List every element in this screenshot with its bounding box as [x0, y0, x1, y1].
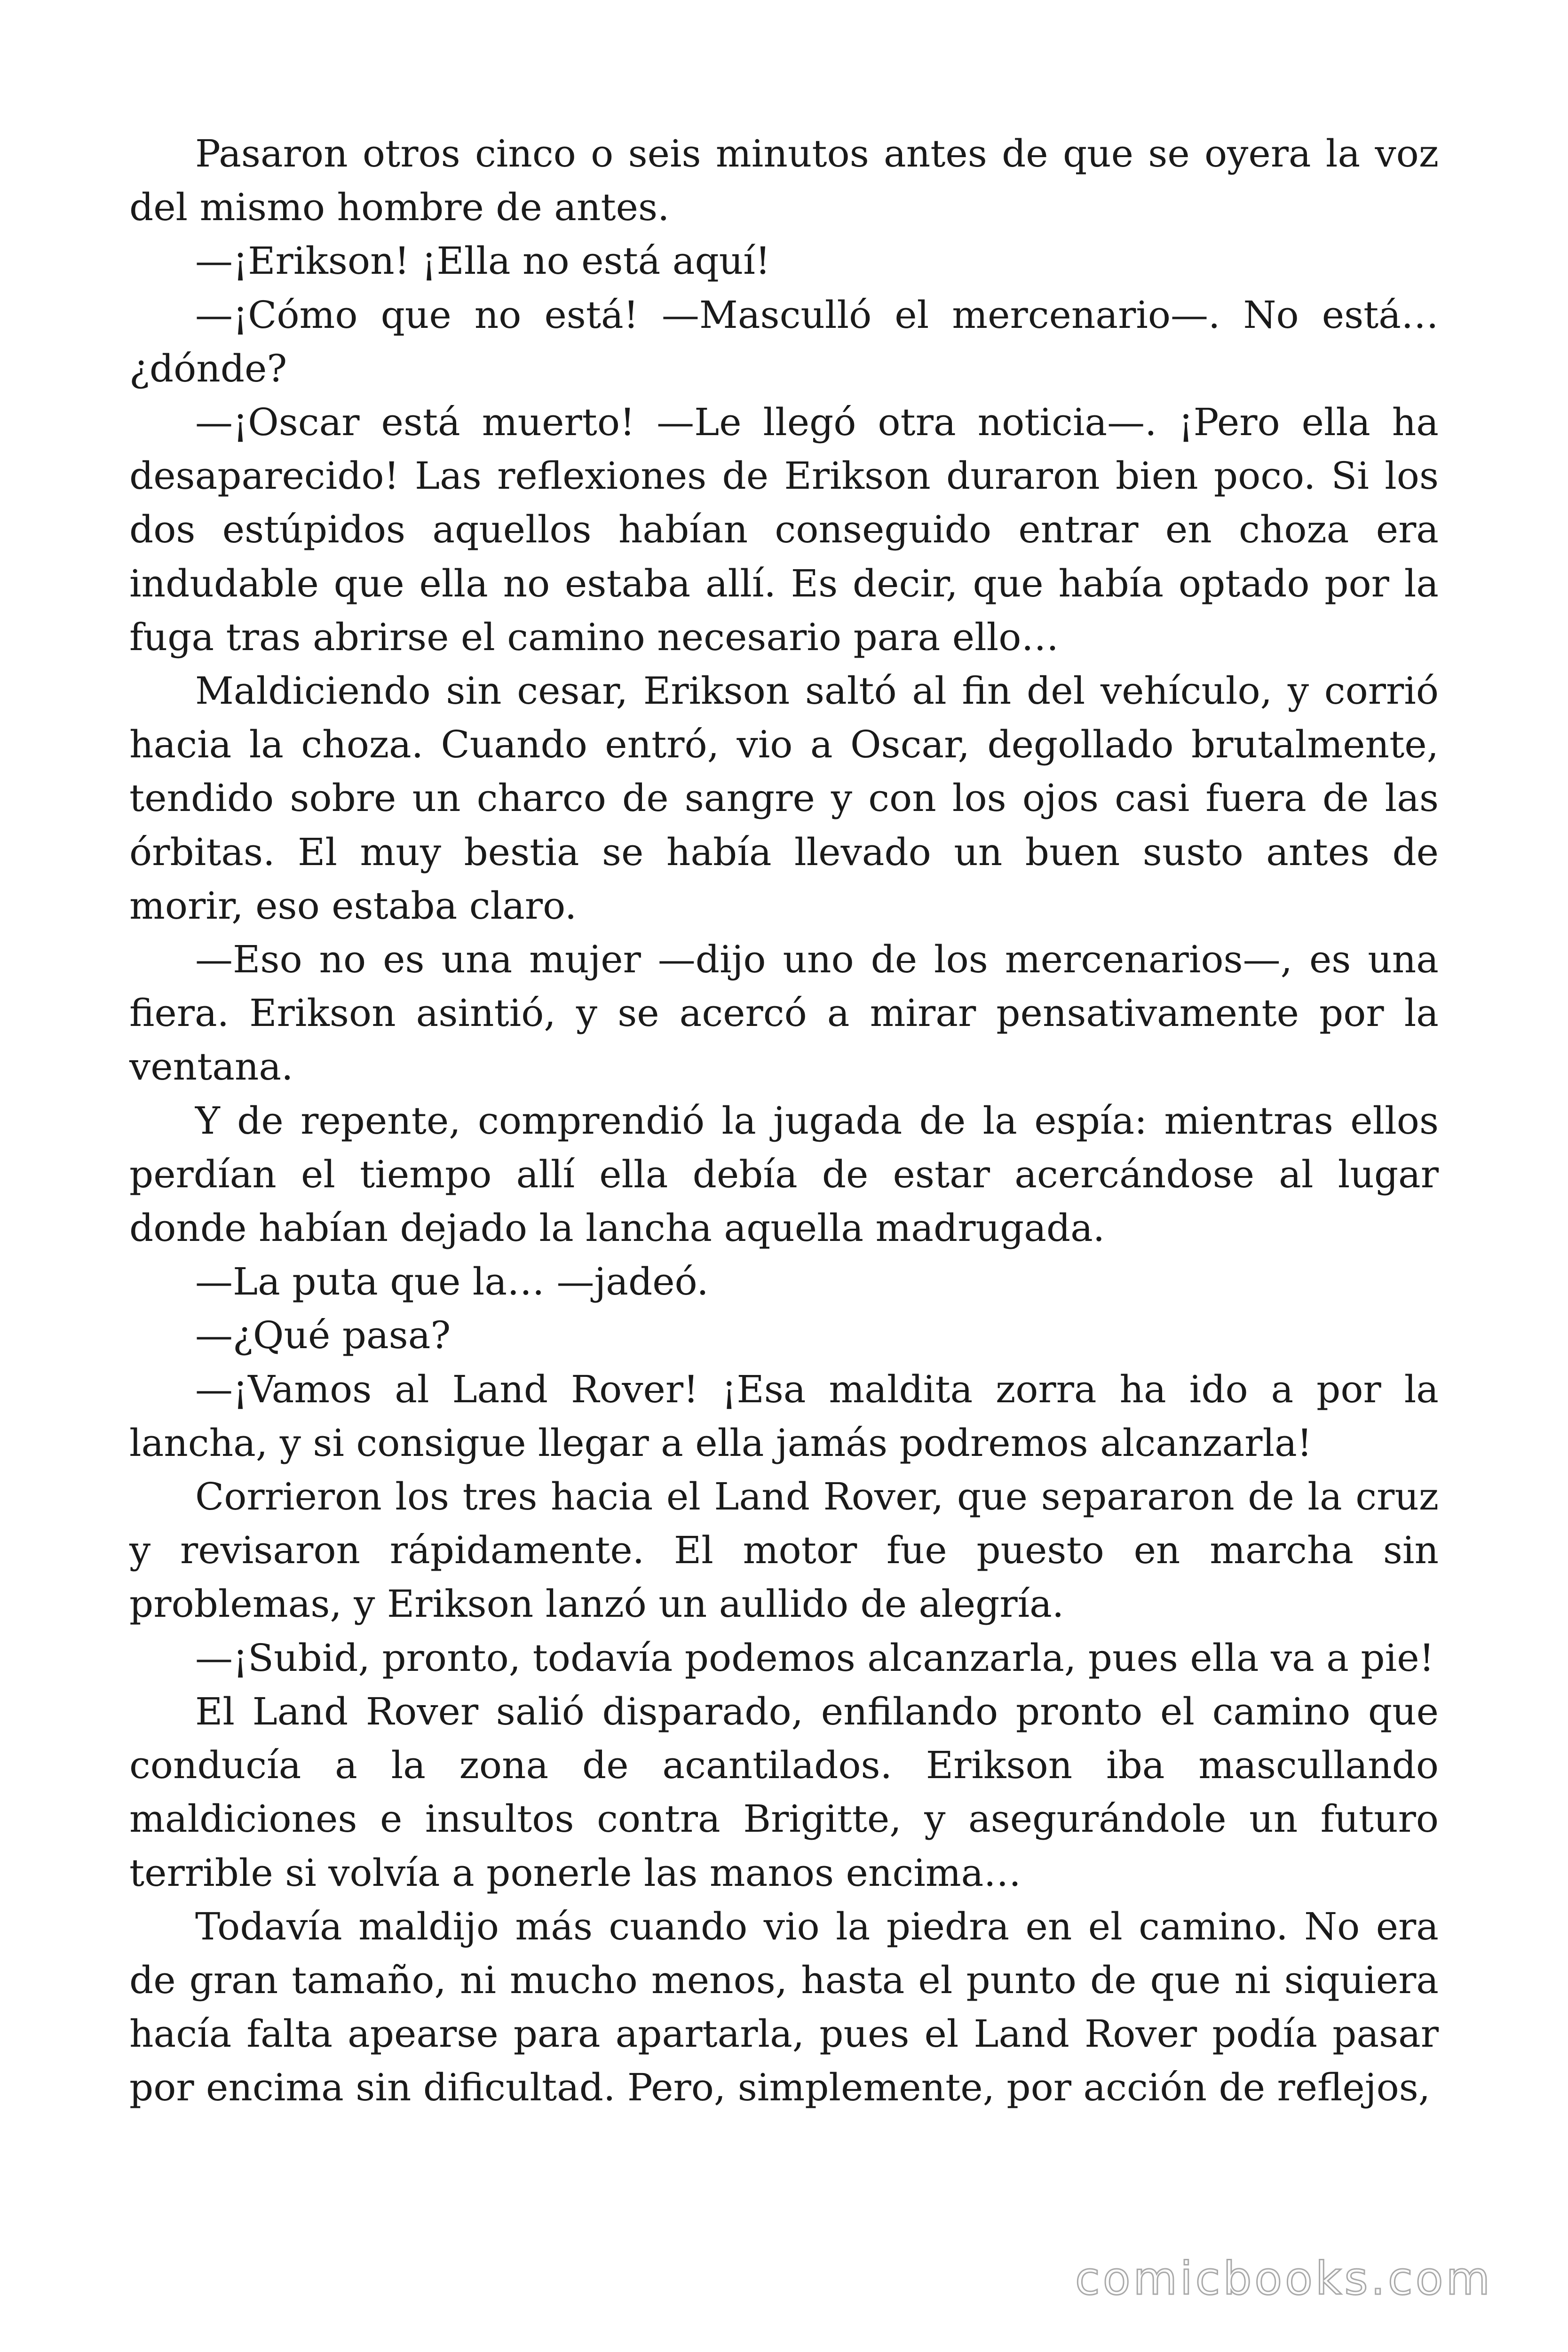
paragraph: Todavía maldijo más cuando vio la piedra en el camino. No era de gran tamaño, ni mucho menos, hasta el punto de que ni siquiera hacía falta apearse para apartarla, pues el Land Rover podía pasar por encima sin dificultad. Pero, simplemente, por acción de reflejos,	[129, 1904, 1439, 2110]
paragraph: Y de repente, comprendió la jugada de la espía: mientras ellos perdían el tiempo allí ella debía de estar acercándose al lugar donde habían dejado la lancha aquella madrugada.	[129, 1098, 1439, 1250]
paragraph: —¡Subid, pronto, todavía podemos alcanzarla, pues ella va a pie!	[195, 1636, 1434, 1680]
paragraph: —Eso no es una mujer —dijo uno de los mercenarios—, es una fiera. Erikson asintió, y se acercó a mirar pensativamente por la ventana.	[129, 938, 1439, 1089]
paragraph: El Land Rover salió disparado, enfilando pronto el camino que conducía a la zona de acantilados. Erikson iba mascullando maldiciones e insultos contra Brigitte, y asegurándole un futuro terrible si volvía a ponerle las manos encima…	[129, 1689, 1439, 1895]
paragraph: —La puta que la… —jadeó.	[195, 1260, 709, 1304]
paragraph: —¡Erikson! ¡Ella no está aquí!	[195, 239, 770, 283]
paragraph: Pasaron otros cinco o seis minutos antes de que se oyera la voz del mismo hombre de antes.	[129, 132, 1439, 230]
paragraph: Maldiciendo sin cesar, Erikson saltó al fin del vehículo, y corrió hacia la choza. Cuando entró, vio a Oscar, degollado brutalmente, tendido sobre un charco de sangre y con los ojos casi fuera de las órbitas. El muy bestia se había llevado un buen susto antes de morir, eso estaba claro.	[129, 669, 1439, 928]
paragraph: —¡Oscar está muerto! —Le llegó otra noticia—. ¡Pero ella ha desaparecido! Las reflexiones de Erikson duraron bien poco. Si los dos estúpidos aquellos habían conseguido entrar en choza era indudable que ella no estaba allí. Es decir, que había optado por la fuga tras abrirse el camino necesario para ello…	[129, 400, 1439, 659]
watermark: comicbooks.com	[1075, 2252, 1493, 2305]
body-text	[129, 127, 1439, 2115]
paragraph: —¿Qué pasa?	[195, 1313, 451, 1358]
paragraph: Corrieron los tres hacia el Land Rover, que separaron de la cruz y revisaron rápidamente. El motor fue puesto en marcha sin problemas, y Erikson lanzó un aullido de alegría.	[129, 1475, 1439, 1626]
paragraph: —¡Cómo que no está! —Masculló el mercenario—. No está… ¿dónde?	[129, 293, 1439, 390]
paragraph: —¡Vamos al Land Rover! ¡Esa maldita zorra ha ido a por la lancha, y si consigue llegar a ella jamás podremos alcanzarla!	[129, 1367, 1439, 1465]
